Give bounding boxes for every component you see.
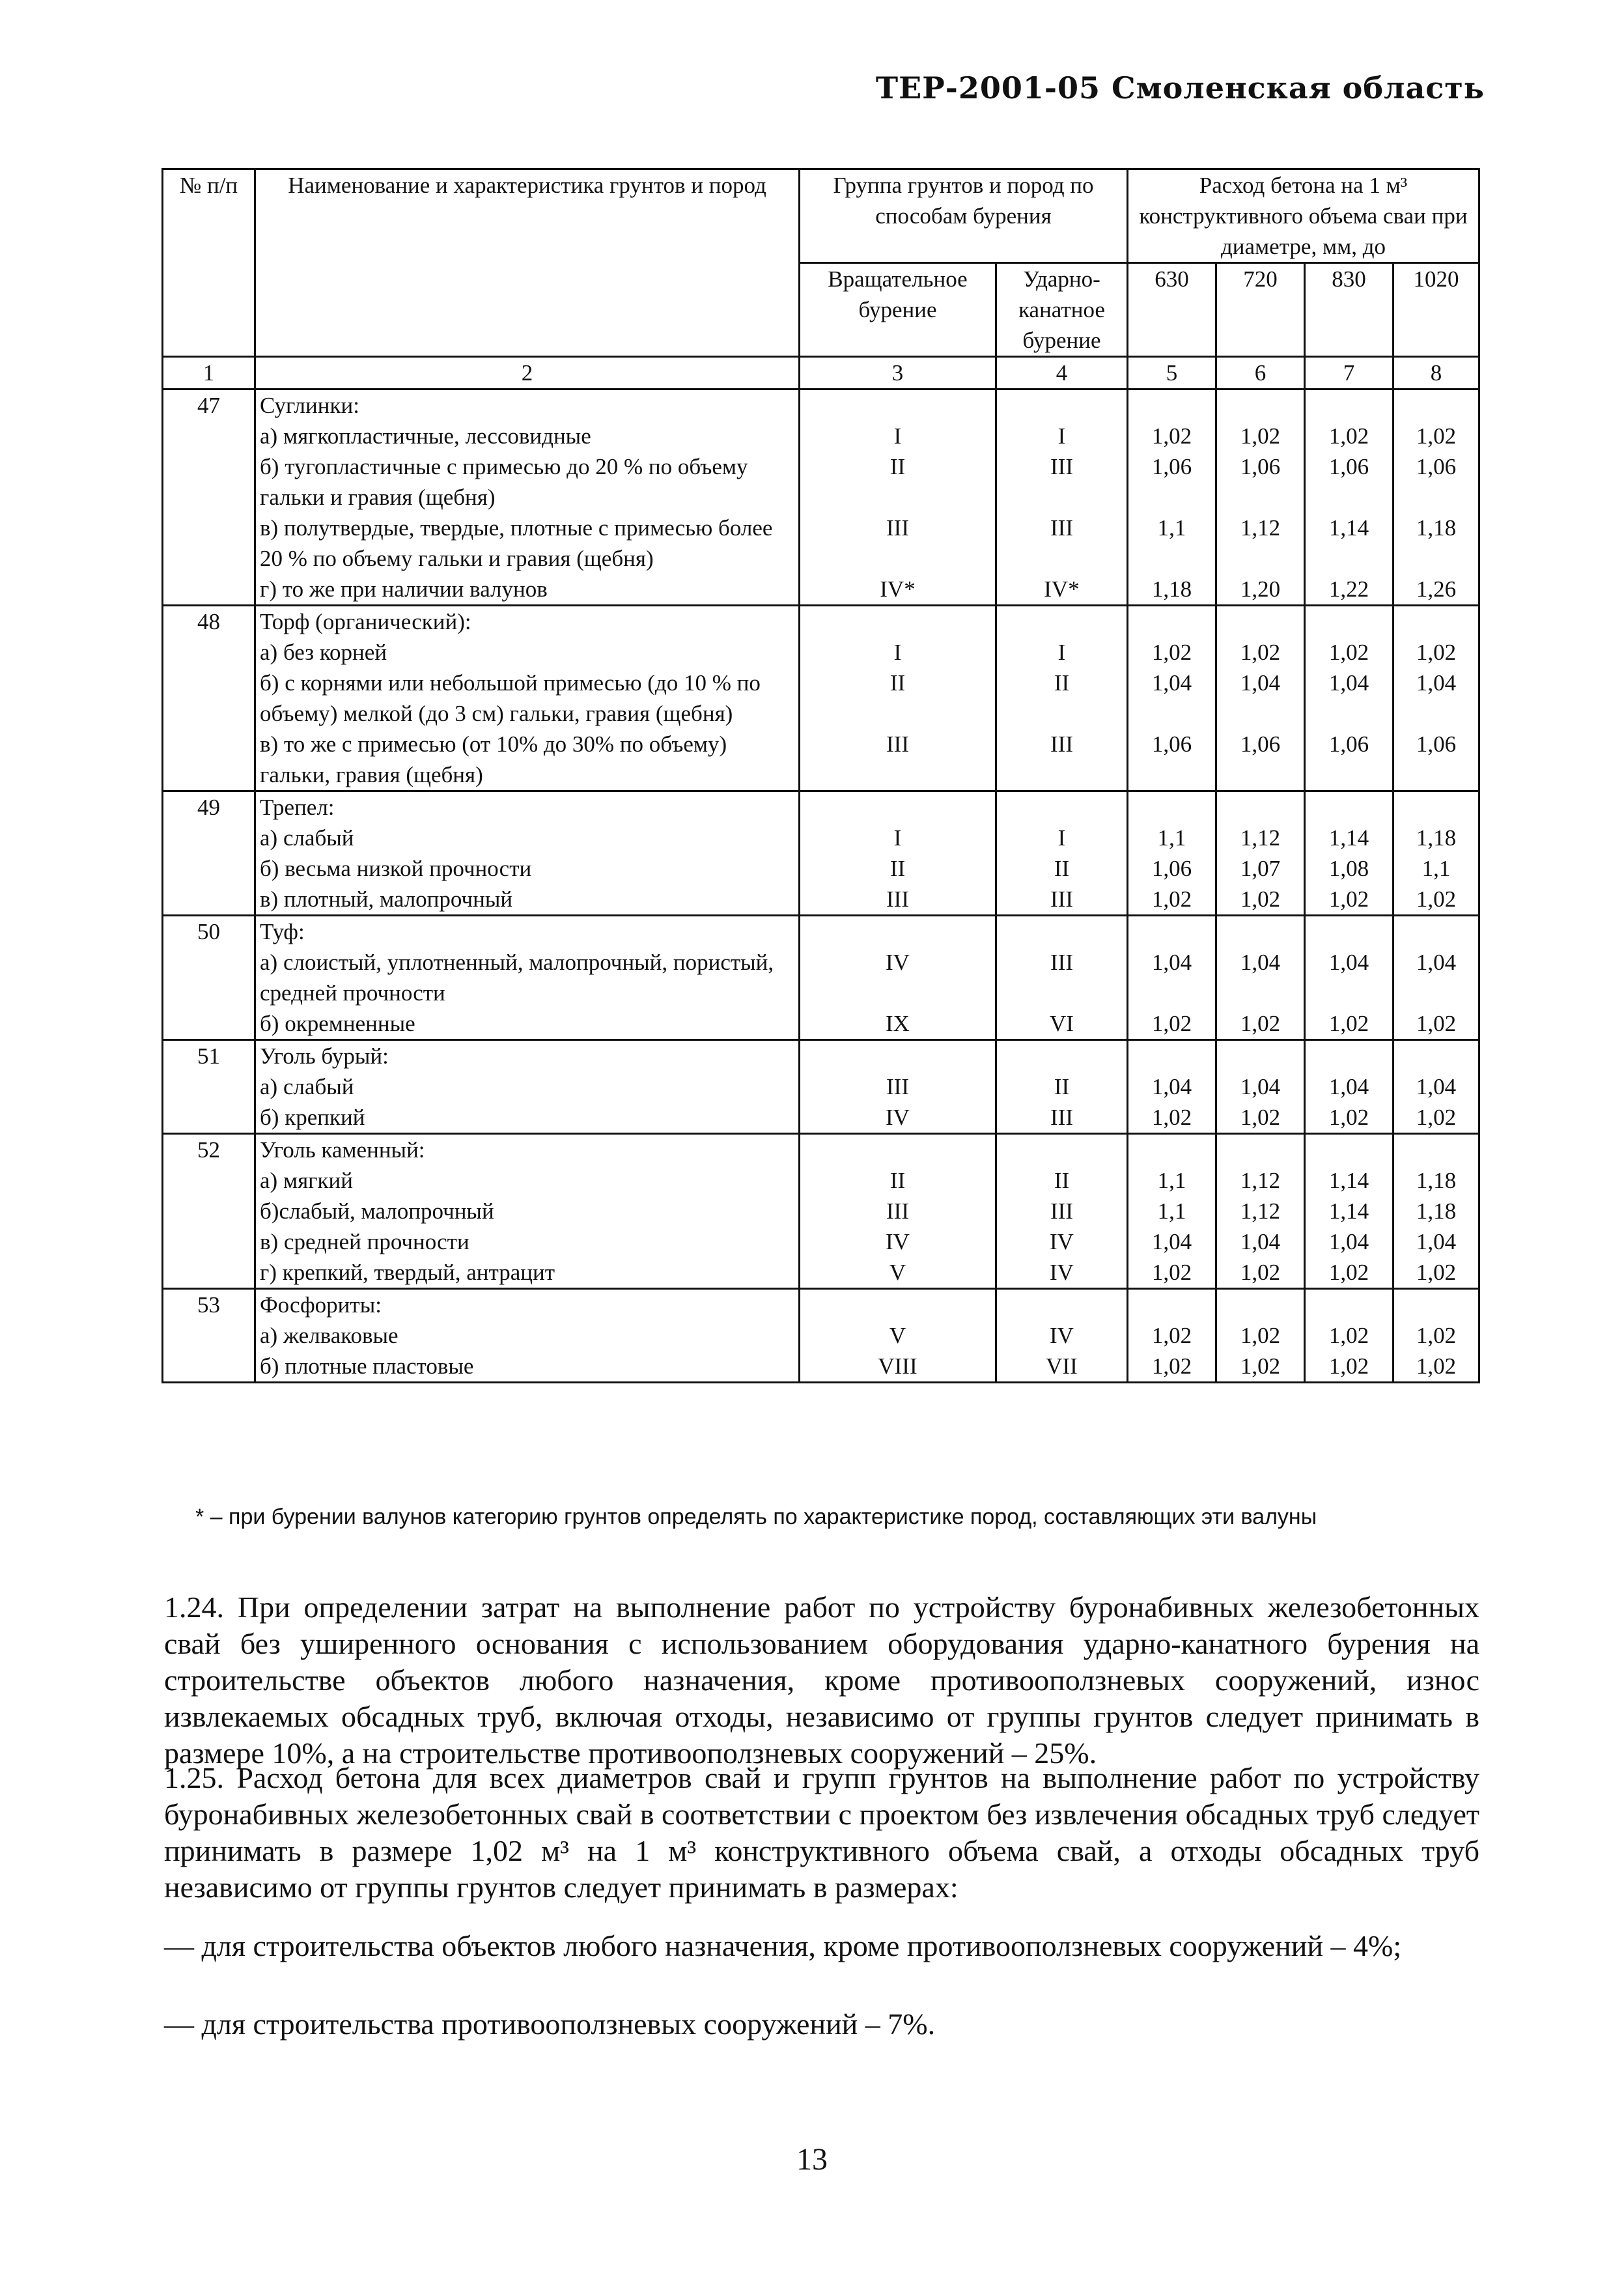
header-group: Группа грунтов и пород по способам бурения <box>800 169 1128 263</box>
table-row <box>163 574 1479 606</box>
concrete-value: 1,04 <box>1216 1226 1305 1257</box>
concrete-value: 1,12 <box>1216 513 1305 574</box>
group-percussion: I <box>996 823 1128 853</box>
group-percussion: III <box>996 513 1128 574</box>
empty-cell <box>163 1071 255 1102</box>
concrete-value: 1,04 <box>1393 668 1479 729</box>
soil-name: в) то же с примесью (от 10% до 30% по объему) гальки, гравия (щебня) <box>255 729 800 791</box>
soil-name: б) крепкий <box>255 1102 800 1134</box>
table-row <box>163 916 1479 948</box>
concrete-value: 1,02 <box>1393 421 1479 451</box>
group-rotary: IX <box>800 1008 996 1040</box>
concrete-value: 1,02 <box>1393 1351 1479 1383</box>
empty-cell <box>1393 389 1479 421</box>
concrete-value: 1,02 <box>1216 421 1305 451</box>
group-percussion: IV <box>996 1226 1128 1257</box>
row-title: Уголь бурый: <box>255 1040 800 1072</box>
concrete-value: 1,18 <box>1393 1196 1479 1226</box>
soil-name: в) плотный, малопрочный <box>255 884 800 916</box>
empty-cell <box>163 853 255 884</box>
soil-name: б) с корнями или небольшой примесью (до 10 % по объему) мелкой (до 3 см) гальки, гравия (щебня) <box>255 668 800 729</box>
concrete-value: 1,04 <box>1128 947 1216 1008</box>
table-row <box>163 513 1479 574</box>
concrete-value: 1,04 <box>1305 1226 1393 1257</box>
empty-cell <box>1305 1289 1393 1321</box>
concrete-value: 1,18 <box>1128 574 1216 606</box>
table-row <box>163 606 1479 638</box>
group-rotary: II <box>800 853 996 884</box>
empty-cell <box>1216 389 1305 421</box>
concrete-value: 1,02 <box>1305 1351 1393 1383</box>
concrete-value: 1,04 <box>1216 668 1305 729</box>
empty-cell <box>996 389 1128 421</box>
group-rotary: III <box>800 884 996 916</box>
concrete-value: 1,02 <box>1128 1257 1216 1289</box>
concrete-value: 1,06 <box>1128 729 1216 791</box>
concrete-value: 1,02 <box>1128 1320 1216 1351</box>
concrete-value: 1,02 <box>1216 1351 1305 1383</box>
empty-cell <box>1128 1289 1216 1321</box>
concrete-value: 1,02 <box>1393 1102 1479 1134</box>
group-percussion: II <box>996 668 1128 729</box>
concrete-value: 1,12 <box>1216 1196 1305 1226</box>
concrete-value: 1,02 <box>1393 884 1479 916</box>
group-percussion: II <box>996 1071 1128 1102</box>
empty-cell <box>163 1226 255 1257</box>
dash-item-1: — для строительства объектов любого назначения, кроме противооползневых сооружений – 4%; <box>164 1929 1402 1962</box>
soil-name: а) слабый <box>255 823 800 853</box>
empty-cell <box>163 451 255 513</box>
empty-cell <box>1216 916 1305 948</box>
empty-cell <box>1305 791 1393 823</box>
concrete-value: 1,02 <box>1305 1257 1393 1289</box>
concrete-value: 1,08 <box>1305 853 1393 884</box>
concrete-value: 1,02 <box>1305 1320 1393 1351</box>
empty-cell <box>163 668 255 729</box>
group-rotary: IV <box>800 1102 996 1134</box>
colnum: 1 <box>163 357 255 389</box>
group-rotary: V <box>800 1257 996 1289</box>
group-percussion: IV* <box>996 574 1128 606</box>
empty-cell <box>163 1257 255 1289</box>
concrete-value: 1,04 <box>1128 668 1216 729</box>
concrete-value: 1,02 <box>1305 1008 1393 1040</box>
group-rotary: III <box>800 1196 996 1226</box>
empty-cell <box>163 729 255 791</box>
concrete-value: 1,04 <box>1393 947 1479 1008</box>
page-header: ТЕР-2001-05 Смоленская область <box>875 70 1485 106</box>
empty-cell <box>1216 1134 1305 1166</box>
group-rotary: II <box>800 451 996 513</box>
empty-cell <box>800 606 996 638</box>
row-number: 53 <box>163 1289 255 1321</box>
concrete-value: 1,06 <box>1216 451 1305 513</box>
group-percussion: III <box>996 729 1128 791</box>
concrete-value: 1,02 <box>1305 637 1393 668</box>
header-d630: 630 <box>1128 263 1216 357</box>
empty-cell <box>1305 916 1393 948</box>
concrete-value: 1,14 <box>1305 513 1393 574</box>
table-row <box>163 1102 1479 1134</box>
table-row <box>163 947 1479 1008</box>
empty-cell <box>1393 1134 1479 1166</box>
concrete-value: 1,18 <box>1393 1165 1479 1196</box>
concrete-value: 1,1 <box>1128 513 1216 574</box>
header-name: Наименование и характеристика грунтов и пород <box>255 169 800 357</box>
concrete-value: 1,12 <box>1216 823 1305 853</box>
table-row <box>163 823 1479 853</box>
concrete-value: 1,06 <box>1128 853 1216 884</box>
empty-cell <box>163 421 255 451</box>
empty-cell <box>1393 1040 1479 1072</box>
empty-cell <box>996 916 1128 948</box>
table-row <box>163 1134 1479 1166</box>
table-row <box>163 1320 1479 1351</box>
group-rotary: III <box>800 1071 996 1102</box>
empty-cell <box>800 916 996 948</box>
paragraph-1-24: 1.24. При определении затрат на выполнение работ по устройству буронабивных железобетонных свай без уширенного основания с использованием оборудования ударно-канатного бурения на строительстве объектов любого назначения, кроме противооползневых сооружений, износ извлекаемых обсадных труб, включая отходы, независимо от группы грунтов следует принимать в размере 10%, а на строительстве противооползневых сооружений – 25%. <box>164 1590 1479 1770</box>
soil-name: б) окремненные <box>255 1008 800 1040</box>
empty-cell <box>1393 916 1479 948</box>
empty-cell <box>163 513 255 574</box>
soil-name: г) то же при наличии валунов <box>255 574 800 606</box>
concrete-value: 1,02 <box>1393 1320 1479 1351</box>
concrete-value: 1,06 <box>1393 451 1479 513</box>
table-body <box>163 389 1479 1383</box>
empty-cell <box>1216 1040 1305 1072</box>
concrete-value: 1,18 <box>1393 823 1479 853</box>
group-rotary: I <box>800 823 996 853</box>
header-rotary: Вращательное бурение <box>800 263 996 357</box>
table-row <box>163 451 1479 513</box>
group-percussion: IV <box>996 1320 1128 1351</box>
concrete-value: 1,04 <box>1393 1071 1479 1102</box>
dash-item-2: — для строительства противооползневых сооружений – 7%. <box>164 2007 936 2041</box>
row-number: 49 <box>163 791 255 823</box>
table-row <box>163 1040 1479 1072</box>
colnum: 4 <box>996 357 1128 389</box>
empty-cell <box>1128 791 1216 823</box>
table-row <box>163 1071 1479 1102</box>
group-rotary: V <box>800 1320 996 1351</box>
header-percussion: Ударно-канатное бурение <box>996 263 1128 357</box>
empty-cell <box>163 823 255 853</box>
empty-cell <box>163 1351 255 1383</box>
concrete-value: 1,1 <box>1393 853 1479 884</box>
group-percussion: II <box>996 1165 1128 1196</box>
group-rotary: IV <box>800 947 996 1008</box>
soil-table <box>161 168 1480 1383</box>
concrete-value: 1,06 <box>1216 729 1305 791</box>
empty-cell <box>800 1134 996 1166</box>
empty-cell <box>1393 1289 1479 1321</box>
concrete-value: 1,20 <box>1216 574 1305 606</box>
concrete-value: 1,1 <box>1128 823 1216 853</box>
header-row-1 <box>163 169 1479 263</box>
empty-cell <box>800 1289 996 1321</box>
concrete-value: 1,02 <box>1393 637 1479 668</box>
colnum: 5 <box>1128 357 1216 389</box>
concrete-value: 1,02 <box>1305 884 1393 916</box>
empty-cell <box>1128 1040 1216 1072</box>
soil-name: б) тугопластичные с примесью до 20 % по объему гальки и гравия (щебня) <box>255 451 800 513</box>
table-row <box>163 637 1479 668</box>
empty-cell <box>996 606 1128 638</box>
colnum: 2 <box>255 357 800 389</box>
concrete-value: 1,12 <box>1216 1165 1305 1196</box>
empty-cell <box>1216 1289 1305 1321</box>
empty-cell <box>996 791 1128 823</box>
row-title: Туф: <box>255 916 800 948</box>
header-d1020: 1020 <box>1393 263 1479 357</box>
group-percussion: III <box>996 451 1128 513</box>
empty-cell <box>1128 606 1216 638</box>
table-row <box>163 1289 1479 1321</box>
group-rotary: III <box>800 513 996 574</box>
column-number-row <box>163 357 1479 389</box>
empty-cell <box>163 574 255 606</box>
footnote: * – при бурении валунов категорию грунтов определять по характеристике пород, составляющих эти валуны <box>195 1505 1317 1529</box>
concrete-value: 1,02 <box>1393 1257 1479 1289</box>
concrete-value: 1,04 <box>1305 668 1393 729</box>
empty-cell <box>163 1102 255 1134</box>
table-row <box>163 884 1479 916</box>
table-row <box>163 1165 1479 1196</box>
group-percussion: IV <box>996 1257 1128 1289</box>
group-rotary: VIII <box>800 1351 996 1383</box>
concrete-value: 1,02 <box>1128 1351 1216 1383</box>
header-num: № п/п <box>163 169 255 357</box>
row-number: 51 <box>163 1040 255 1072</box>
group-percussion: I <box>996 421 1128 451</box>
row-number: 47 <box>163 389 255 421</box>
group-rotary: IV* <box>800 574 996 606</box>
group-rotary: II <box>800 1165 996 1196</box>
empty-cell <box>1128 916 1216 948</box>
page-number: 13 <box>796 2142 828 2177</box>
empty-cell <box>1305 606 1393 638</box>
group-rotary: III <box>800 729 996 791</box>
empty-cell <box>1393 791 1479 823</box>
empty-cell <box>1216 606 1305 638</box>
empty-cell <box>163 1008 255 1040</box>
concrete-value: 1,18 <box>1393 513 1479 574</box>
concrete-value: 1,02 <box>1216 1320 1305 1351</box>
colnum: 8 <box>1393 357 1479 389</box>
table-row <box>163 1257 1479 1289</box>
concrete-value: 1,02 <box>1305 1102 1393 1134</box>
concrete-value: 1,07 <box>1216 853 1305 884</box>
empty-cell <box>800 791 996 823</box>
table-row <box>163 729 1479 791</box>
group-percussion: II <box>996 853 1128 884</box>
concrete-value: 1,02 <box>1305 421 1393 451</box>
group-percussion: VI <box>996 1008 1128 1040</box>
concrete-value: 1,06 <box>1393 729 1479 791</box>
empty-cell <box>163 947 255 1008</box>
concrete-value: 1,14 <box>1305 1196 1393 1226</box>
concrete-value: 1,04 <box>1216 1071 1305 1102</box>
row-title: Трепел: <box>255 791 800 823</box>
soil-name: а) слабый <box>255 1071 800 1102</box>
header-consumption: Расход бетона на 1 м³ конструктивного объема сваи при диаметре, мм, до <box>1128 169 1479 263</box>
group-percussion: III <box>996 884 1128 916</box>
concrete-value: 1,04 <box>1393 1226 1479 1257</box>
concrete-value: 1,02 <box>1216 1257 1305 1289</box>
concrete-value: 1,02 <box>1393 1008 1479 1040</box>
empty-cell <box>163 884 255 916</box>
table-row <box>163 853 1479 884</box>
concrete-value: 1,06 <box>1305 451 1393 513</box>
table-row <box>163 1351 1479 1383</box>
concrete-value: 1,06 <box>1128 451 1216 513</box>
empty-cell <box>800 389 996 421</box>
concrete-value: 1,04 <box>1216 947 1305 1008</box>
group-rotary: I <box>800 421 996 451</box>
table-row <box>163 389 1479 421</box>
row-title: Суглинки: <box>255 389 800 421</box>
table-row <box>163 668 1479 729</box>
group-rotary: II <box>800 668 996 729</box>
group-percussion: III <box>996 1102 1128 1134</box>
empty-cell <box>163 637 255 668</box>
table-row <box>163 1226 1479 1257</box>
soil-name: в) средней прочности <box>255 1226 800 1257</box>
empty-cell <box>163 1320 255 1351</box>
row-number: 50 <box>163 916 255 948</box>
concrete-value: 1,04 <box>1128 1226 1216 1257</box>
soil-name: б)слабый, малопрочный <box>255 1196 800 1226</box>
soil-name: б) плотные пластовые <box>255 1351 800 1383</box>
row-title: Торф (органический): <box>255 606 800 638</box>
group-rotary: I <box>800 637 996 668</box>
soil-name: а) мягкий <box>255 1165 800 1196</box>
empty-cell <box>1216 791 1305 823</box>
concrete-value: 1,02 <box>1216 637 1305 668</box>
header-d720: 720 <box>1216 263 1305 357</box>
empty-cell <box>163 1165 255 1196</box>
paragraph-1-25: 1.25. Расход бетона для всех диаметров свай и групп грунтов на выполнение работ по устройству буронабивных железобетонных свай в соответствии с проектом без извлечения обсадных труб следует принимать в размере 1,02 м³ на 1 м³ конструктивного объема свай, а отходы обсадных труб независимо от группы грунтов следует принимать в размерах: <box>164 1761 1479 1904</box>
table-row <box>163 421 1479 451</box>
empty-cell <box>1128 1134 1216 1166</box>
concrete-value: 1,26 <box>1393 574 1479 606</box>
group-percussion: III <box>996 1196 1128 1226</box>
group-percussion: III <box>996 947 1128 1008</box>
empty-cell <box>1393 606 1479 638</box>
colnum: 3 <box>800 357 996 389</box>
header-d830: 830 <box>1305 263 1393 357</box>
empty-cell <box>1128 389 1216 421</box>
soil-name: г) крепкий, твердый, антрацит <box>255 1257 800 1289</box>
row-title: Фосфориты: <box>255 1289 800 1321</box>
table-row <box>163 1008 1479 1040</box>
empty-cell <box>996 1040 1128 1072</box>
concrete-value: 1,1 <box>1128 1165 1216 1196</box>
concrete-value: 1,02 <box>1216 1102 1305 1134</box>
group-percussion: VII <box>996 1351 1128 1383</box>
row-number: 52 <box>163 1134 255 1166</box>
colnum: 6 <box>1216 357 1305 389</box>
group-percussion: I <box>996 637 1128 668</box>
empty-cell <box>996 1134 1128 1166</box>
concrete-value: 1,04 <box>1305 1071 1393 1102</box>
concrete-value: 1,02 <box>1128 637 1216 668</box>
concrete-value: 1,02 <box>1128 421 1216 451</box>
empty-cell <box>1305 1134 1393 1166</box>
soil-name: в) полутвердые, твердые, плотные с примесью более 20 % по объему гальки и гравия (щебня) <box>255 513 800 574</box>
concrete-value: 1,14 <box>1305 1165 1393 1196</box>
soil-name: а) без корней <box>255 637 800 668</box>
table-row <box>163 1196 1479 1226</box>
empty-cell <box>163 1196 255 1226</box>
colnum: 7 <box>1305 357 1393 389</box>
empty-cell <box>800 1040 996 1072</box>
soil-name: а) желваковые <box>255 1320 800 1351</box>
concrete-value: 1,02 <box>1128 1008 1216 1040</box>
concrete-value: 1,02 <box>1128 884 1216 916</box>
concrete-value: 1,22 <box>1305 574 1393 606</box>
soil-name: а) мягкопластичные, лессовидные <box>255 421 800 451</box>
concrete-value: 1,02 <box>1128 1102 1216 1134</box>
soil-name: а) слоистый, уплотненный, малопрочный, пористый, средней прочности <box>255 947 800 1008</box>
row-number: 48 <box>163 606 255 638</box>
group-rotary: IV <box>800 1226 996 1257</box>
concrete-value: 1,14 <box>1305 823 1393 853</box>
concrete-value: 1,04 <box>1128 1071 1216 1102</box>
table-row <box>163 791 1479 823</box>
concrete-value: 1,1 <box>1128 1196 1216 1226</box>
concrete-value: 1,02 <box>1216 884 1305 916</box>
concrete-value: 1,02 <box>1216 1008 1305 1040</box>
concrete-value: 1,06 <box>1305 729 1393 791</box>
empty-cell <box>996 1289 1128 1321</box>
row-title: Уголь каменный: <box>255 1134 800 1166</box>
empty-cell <box>1305 389 1393 421</box>
empty-cell <box>1305 1040 1393 1072</box>
soil-name: б) весьма низкой прочности <box>255 853 800 884</box>
concrete-value: 1,04 <box>1305 947 1393 1008</box>
